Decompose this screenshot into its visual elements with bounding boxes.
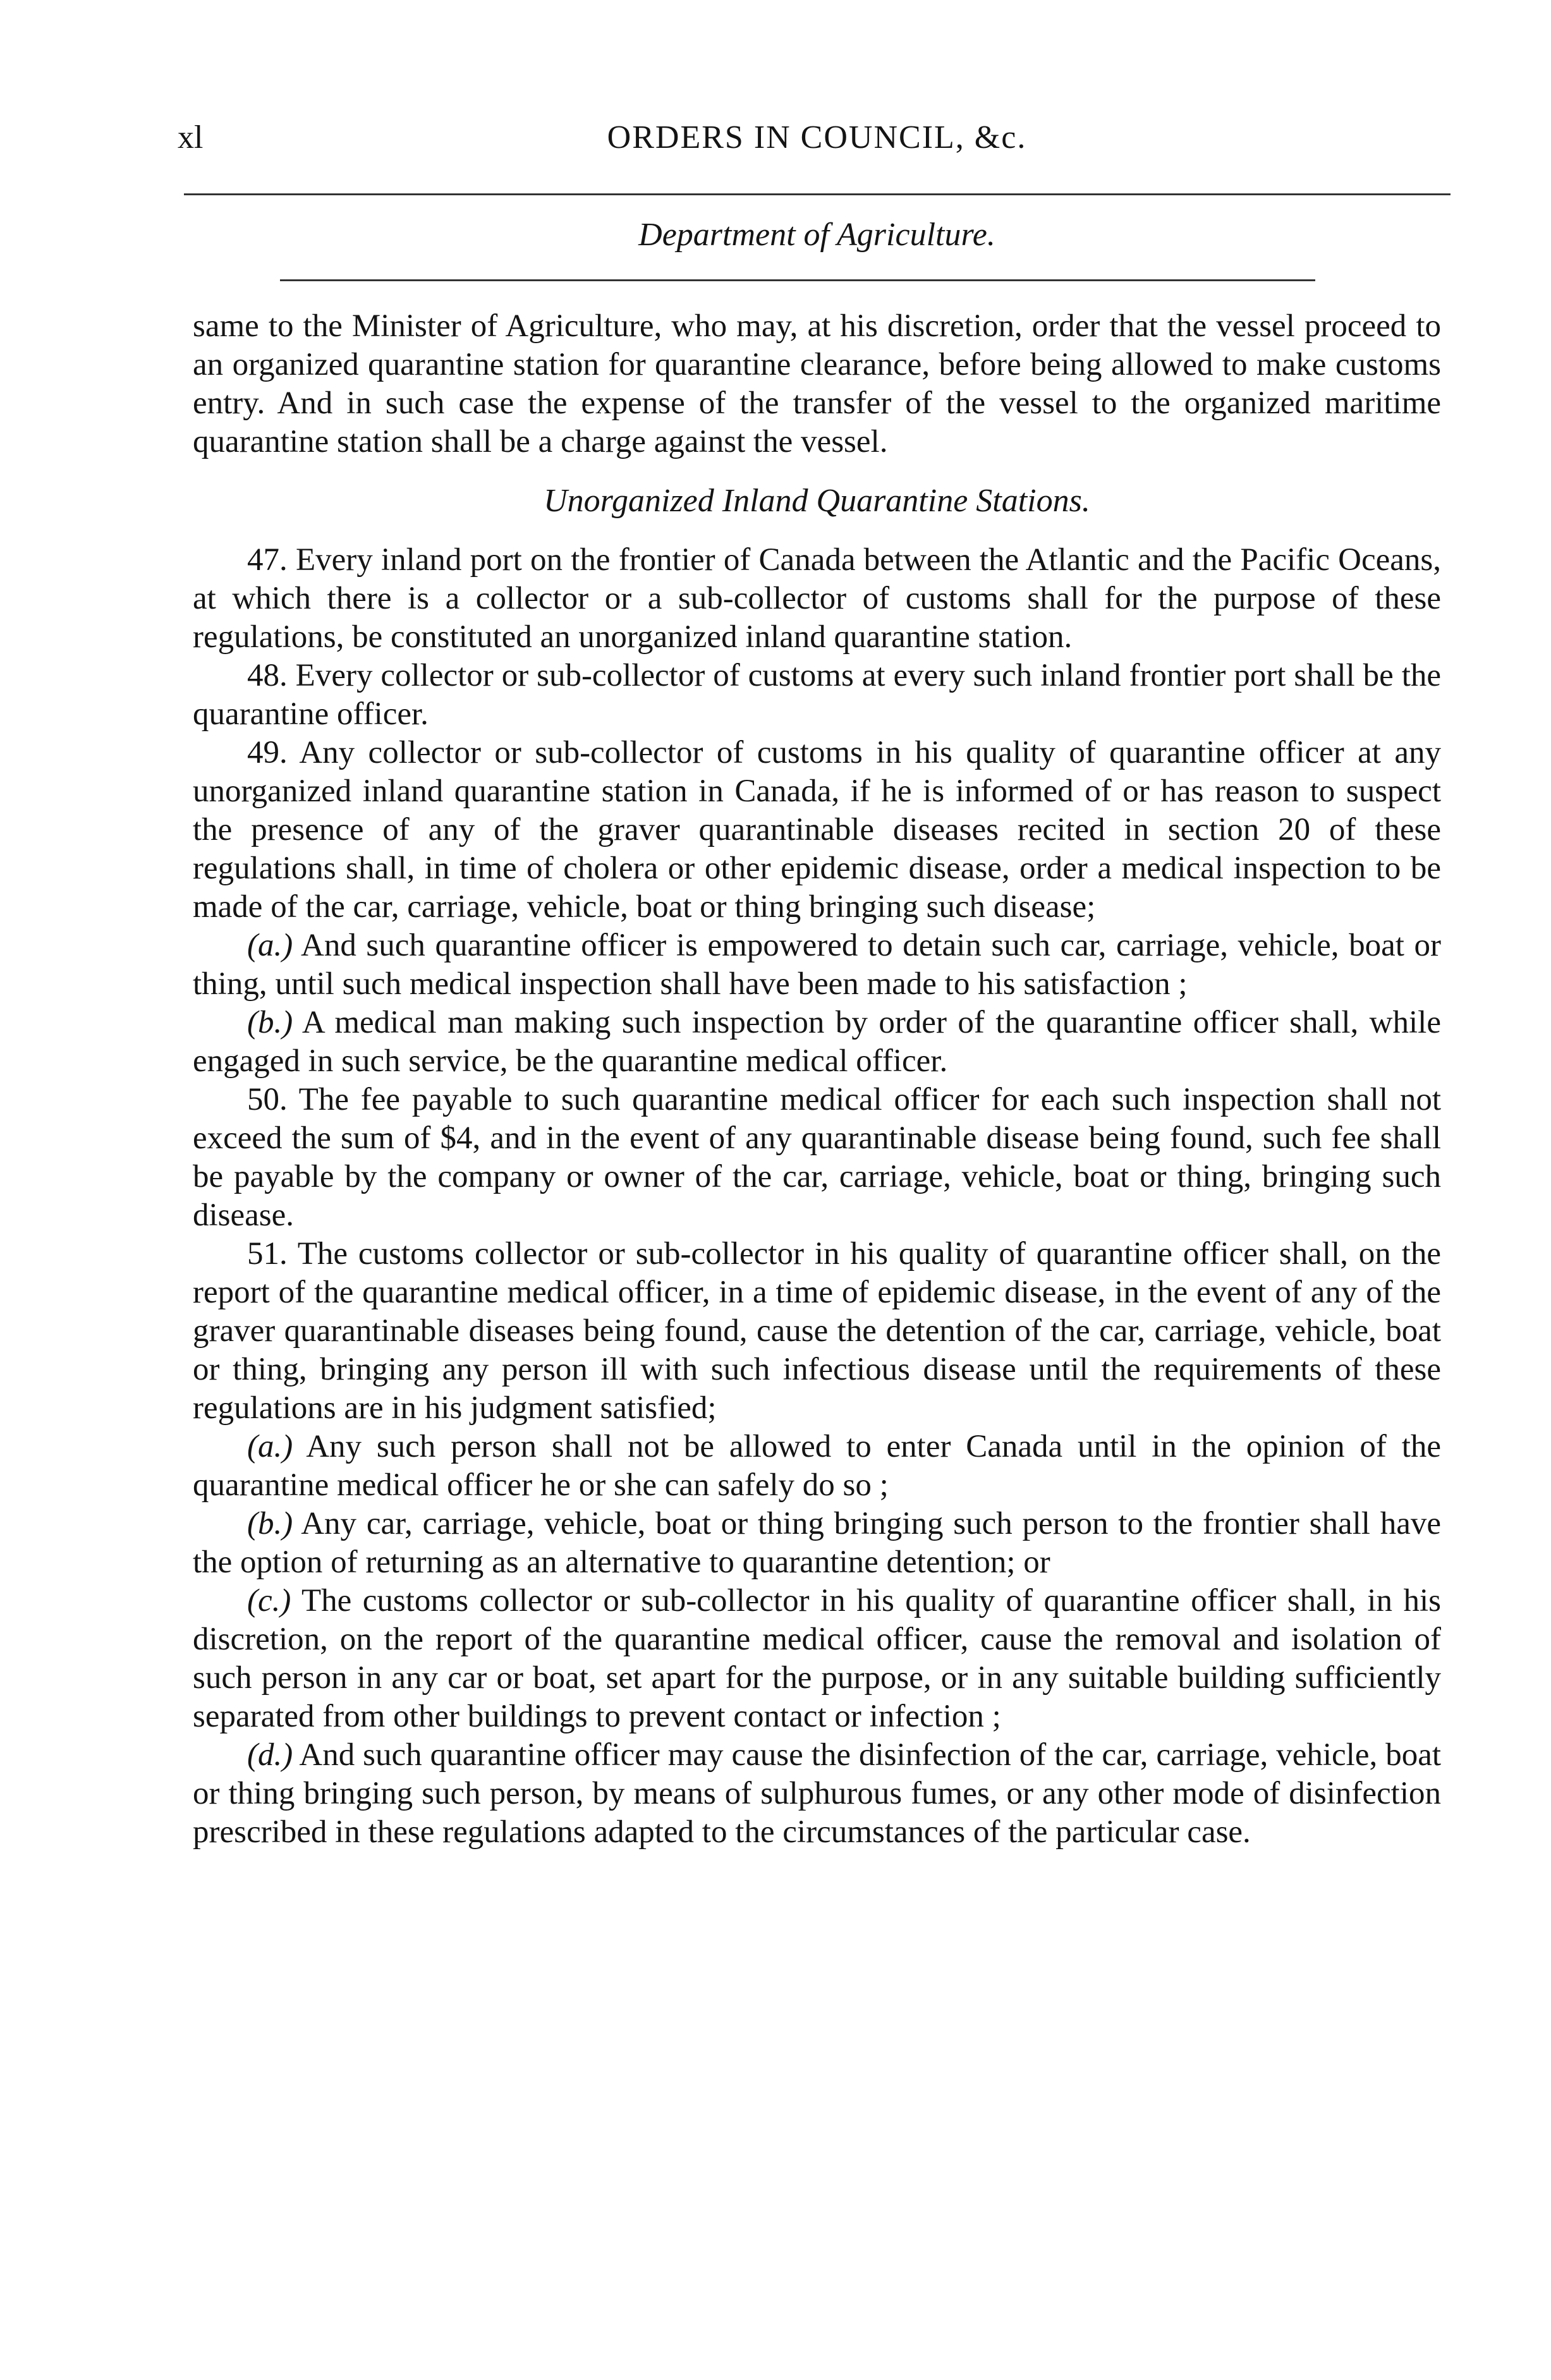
clause-text: A medical man making such inspection by order of the quarantine officer shall, while engaged in such service, be the quarantine medical officer. bbox=[193, 1005, 1441, 1079]
clause-51-d bbox=[193, 1736, 1441, 1852]
clause-text: Any such person shall not be allowed to enter Canada until in the opinion of the quarantine medical officer he or she can safely do so ; bbox=[193, 1429, 1442, 1503]
clause-text: Any car, carriage, vehicle, boat or thing bringing such person to the frontier shall have the option of returning as an alternative to quarantine detention; or bbox=[193, 1506, 1441, 1580]
clause-text: The customs collector or sub-collector in his quality of quarantine officer shall, in his discretion, on the report of the quarantine medical officer, cause the removal and isolation of such person in any car or boat, set apart for the purpose, or in any suitable building sufficiently separated from other buildings to prevent contact or infection ; bbox=[193, 1583, 1441, 1734]
department-heading: Department of Agriculture. bbox=[638, 217, 995, 253]
clause-label: (d.) bbox=[247, 1737, 293, 1773]
clause-51-b bbox=[193, 1505, 1441, 1582]
clause-49-a bbox=[193, 926, 1441, 1004]
running-title: ORDERS IN COUNCIL, &c. bbox=[607, 119, 1027, 155]
paragraph-49: 49. Any collector or sub-collector of customs in his quality of quarantine officer at any unorganized inland quarantine station in Canada, if he is informed of or has reason to suspect the presence of any of the graver quarantinable diseases recited in section 20 of these regulations shall, in time of cholera or other epidemic disease, order a medical inspection to be made of the car, carriage, vehicle, boat or thing bringing such disease; bbox=[193, 735, 1441, 925]
clause-51-c bbox=[193, 1582, 1441, 1736]
body-text bbox=[193, 307, 1441, 1852]
clause-label: (b.) bbox=[247, 1005, 293, 1040]
clause-text: And such quarantine officer may cause the disinfection of the car, carriage, vehicle, boat or thing bringing such person, by means of sulphurous fumes, or any other mode of disinfection prescribed in these regulations adapted to the circumstances of the particular case. bbox=[193, 1737, 1442, 1850]
section-heading: Unorganized Inland Quarantine Stations. bbox=[544, 483, 1090, 519]
header-rule-top bbox=[184, 193, 1451, 195]
paragraph-50: 50. The fee payable to such quarantine medical officer for each such inspection shall not exceed the sum of $4, and in the event of any quarantinable disease being found, such fee shall be payable by the company or owner of the car, carriage, vehicle, boat or thing, bringing such disease. bbox=[193, 1082, 1441, 1233]
paragraph-51: 51. The customs collector or sub-collector in his quality of quarantine officer shall, on the report of the quarantine medical officer, in a time of epidemic disease, in the event of any of the graver quarantinable diseases being found, cause the detention of the car, carriage, vehicle, boat or thing, bringing any person ill with such infectious disease until the requirements of these regulations are in his judgment satisfied; bbox=[193, 1236, 1441, 1426]
continuation-paragraph: same to the Minister of Agriculture, who may, at his discretion, order that the vessel proceed to an organized quarantine station for quarantine clearance, before being allowed to make customs entry. And in such case the expense of the transfer of the vessel to the organized maritime quarantine station shall be a charge against the vessel. bbox=[193, 308, 1441, 459]
paragraph-47: 47. Every inland port on the frontier of Canada between the Atlantic and the Pacific Oceans, at which there is a collector or a sub-collector of customs shall for the purpose of these regulations, be constituted an unorganized inland quarantine station. bbox=[193, 542, 1441, 655]
paragraph-48: 48. Every collector or sub-collector of customs at every such inland frontier port shall be the quarantine officer. bbox=[193, 658, 1441, 732]
clause-51-a bbox=[193, 1428, 1441, 1505]
header-rule-bottom bbox=[280, 279, 1315, 281]
clause-label: (a.) bbox=[247, 928, 293, 963]
clause-text: And such quarantine officer is empowered to detain such car, carriage, vehicle, boat or thing, until such medical inspection shall have been made to his satisfaction ; bbox=[193, 928, 1442, 1002]
page-number: xl bbox=[178, 119, 204, 155]
clause-49-b bbox=[193, 1004, 1441, 1081]
clause-label: (c.) bbox=[247, 1583, 291, 1618]
clause-label: (a.) bbox=[247, 1429, 293, 1464]
clause-label: (b.) bbox=[247, 1506, 293, 1541]
page-header bbox=[178, 112, 1441, 163]
